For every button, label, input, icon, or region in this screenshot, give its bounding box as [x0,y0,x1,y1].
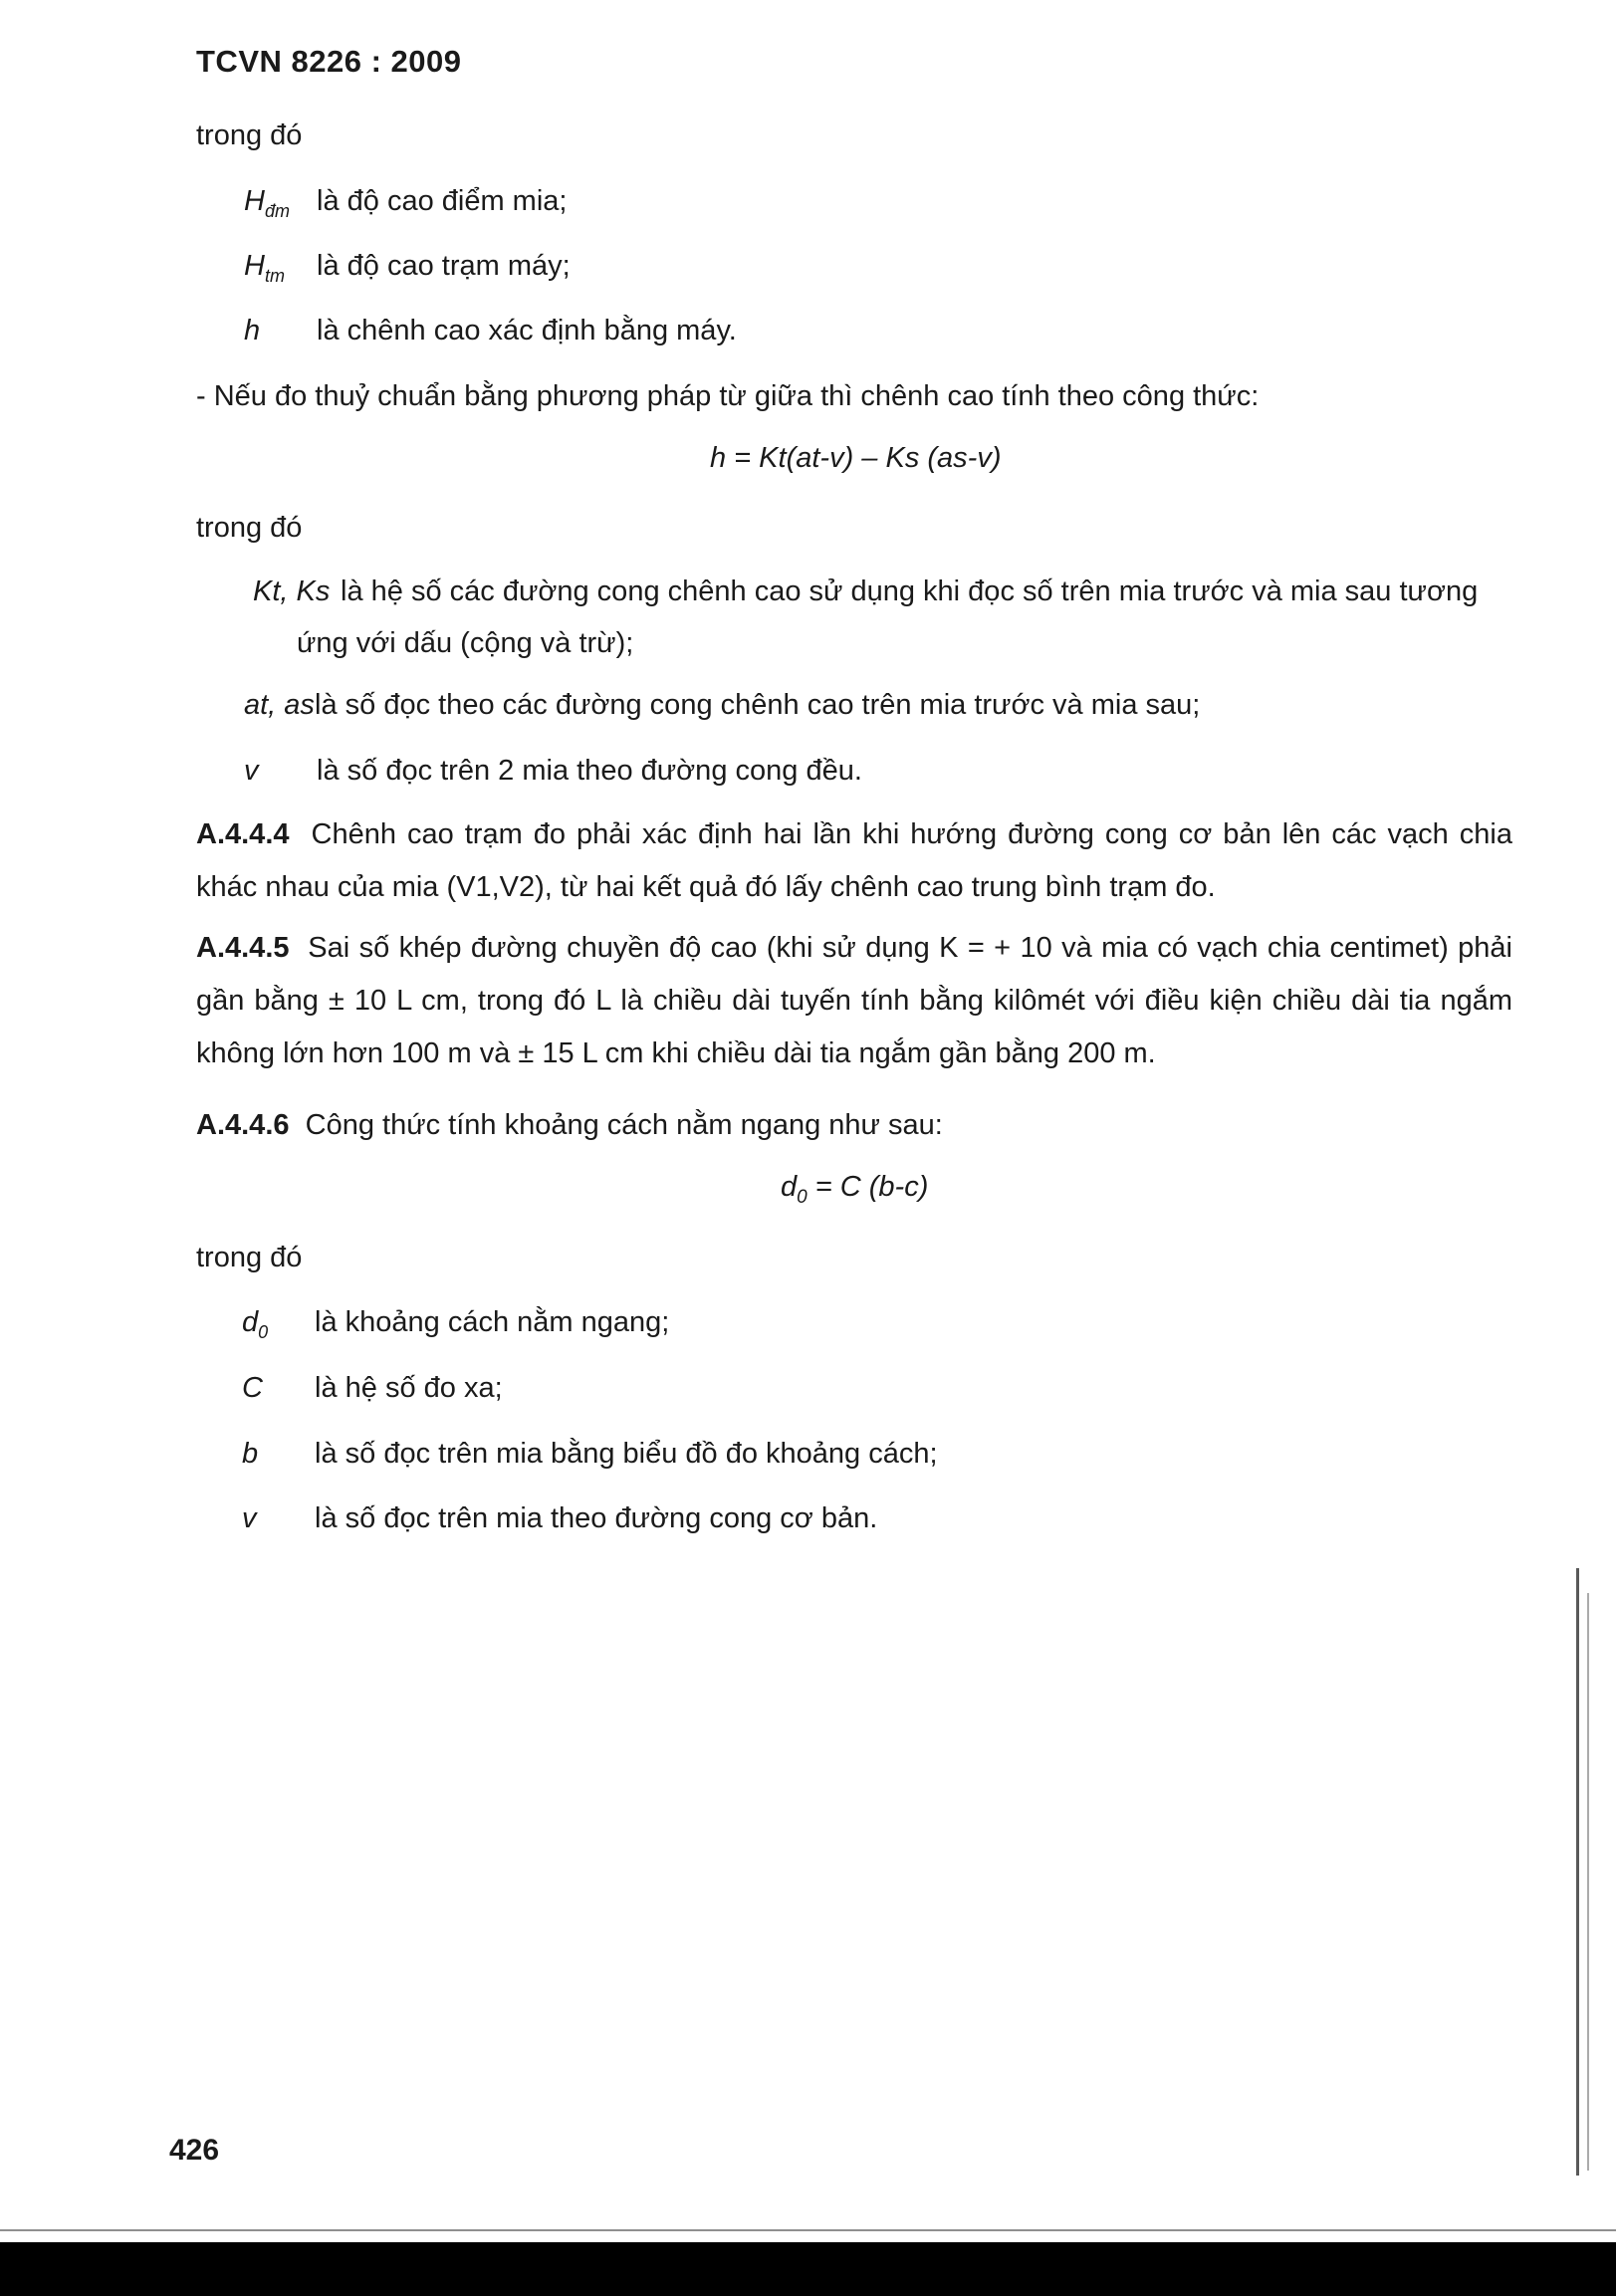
symbol-v-2: v [242,1502,257,1534]
section-a-4-4-6 [196,1099,1512,1152]
definition-c: là hệ số đo xa; [315,1372,503,1404]
definition-h-tm: là độ cao trạm máy; [317,250,571,282]
section-a-4-4-4 [196,808,1512,914]
definition-h: là chênh cao xác định bằng máy. [317,315,737,346]
definition-at-as: là số đọc theo các đường cong chênh cao trên mia trước và mia sau; [315,689,1201,721]
definition-kt-ks-line1: là hệ số các đường cong chênh cao sử dụng khi đọc số trên mia trước và mia sau tương [341,575,1479,607]
definition-v: là số đọc trên 2 mia theo đường cong đều. [317,755,862,787]
definition-d0: là khoảng cách nằm ngang; [315,1306,670,1338]
formula-height-difference: h = Kt(at-v) – Ks (as-v) [710,442,1002,474]
definition-v-2: là số đọc trên mia theo đường cong cơ bản. [315,1502,878,1534]
page-number: 426 [169,2134,220,2167]
scan-border-bar [0,2242,1616,2296]
section-a-4-4-5 [196,922,1512,1080]
definition-kt-ks-line2: ứng với dấu (cộng và trừ); [297,627,634,659]
section-number: A.4.4.5 [196,932,290,964]
definition-b: là số đọc trên mia bằng biểu đồ đo khoảng cách; [315,1438,938,1470]
section-text: Chênh cao trạm đo phải xác định hai lần khi hướng đường cong cơ bản lên các vạch chia khác nhau của mia (V1,V2), từ hai kết quả đó lấy chênh cao trung bình trạm đo. [196,818,1512,903]
scan-edge-line-2 [1587,1593,1589,2171]
section-text: Sai số khép đường chuyền độ cao (khi sử dụng K = + 10 và mia có vạch chia centimet) phải gần bằng ± 10 L cm, trong đó L là chiều dài tuyến tính bằng kilômét với điều kiện chiều dài tia ngắm không lớn hơn 100 m và ± 15 L cm khi chiều dài tia ngắm gần bằng 200 m. [196,932,1512,1069]
symbol-c: C [242,1372,263,1404]
intro-trong-do-2: trong đó [196,512,303,544]
intro-trong-do-3: trong đó [196,1242,303,1273]
section-number: A.4.4.4 [196,818,290,850]
symbol-h-dm: $H_{đm}$ [244,185,290,221]
symbol-kt-ks: Kt, Ks [253,575,331,607]
symbol-at-as: at, as [244,689,315,721]
symbol-h-tm: $H_{tm}$ [244,250,285,286]
section-number: A.4.4.6 [196,1109,290,1141]
section-text: Công thức tính khoảng cách nằm ngang như sau: [305,1109,943,1141]
document-header: TCVN 8226 : 2009 [196,44,462,79]
intro-trong-do: trong đó [196,119,303,151]
symbol-v: v [244,755,259,787]
symbol-d0: $d_0$ [242,1306,269,1342]
symbol-h: h [244,315,261,346]
formula-horizontal-distance: $d_0 = C$ (b-c) [781,1171,929,1208]
symbol-b: b [242,1438,259,1470]
scan-artifact-line [0,2229,1616,2231]
levelling-note: - Nếu đo thuỷ chuẩn bằng phương pháp từ giữa thì chênh cao tính theo công thức: [196,380,1260,412]
definition-h-dm: là độ cao điểm mia; [317,185,568,217]
scan-edge-line [1576,1568,1579,2176]
